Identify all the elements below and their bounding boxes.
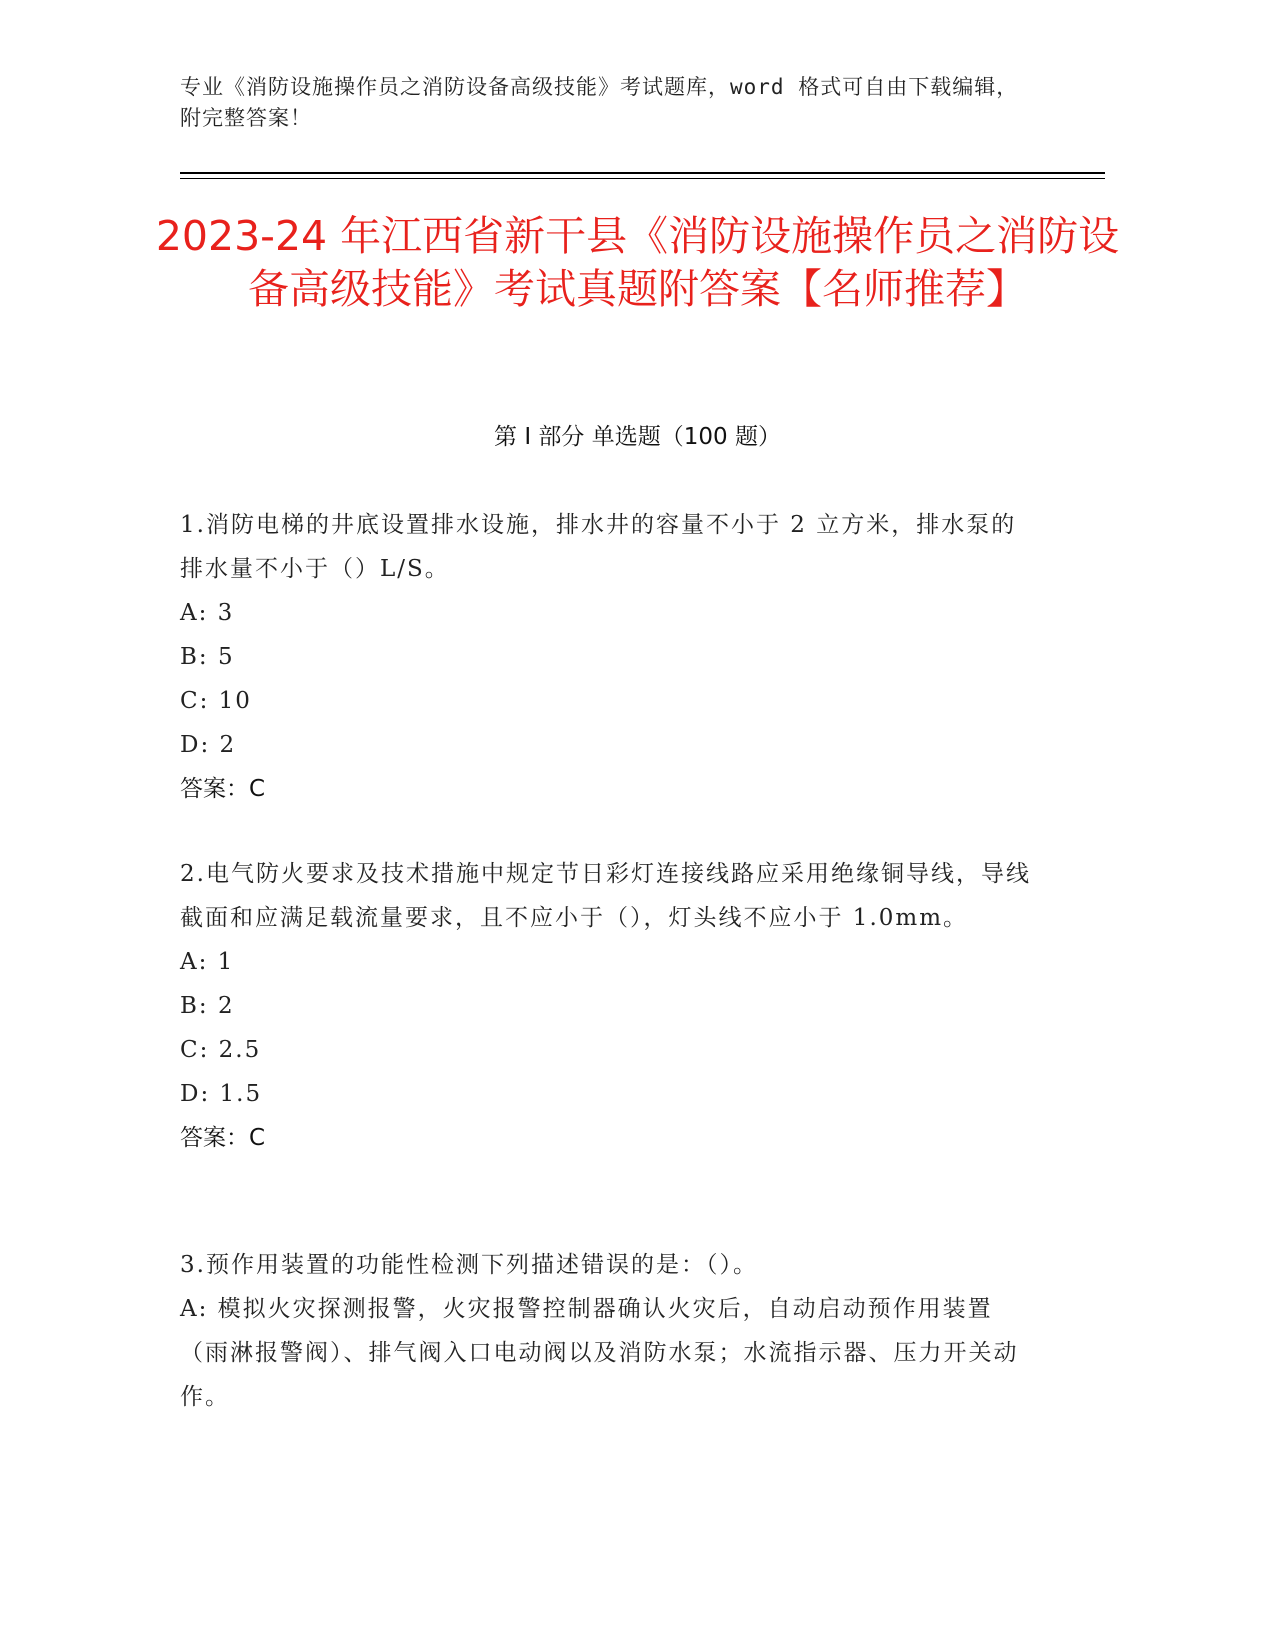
header-divider-thin	[180, 178, 1105, 179]
question-3	[180, 1243, 1040, 1419]
option-b: B: 2	[180, 993, 235, 1019]
document-title: 2023-24 年江西省新干县《消防设施操作员之消防设备高级技能》考试真题附答案【名师推荐】	[155, 212, 1120, 313]
question-stem: 1.消防电梯的井底设置排水设施，排水井的容量不小于 2 立方米，排水泵的排水量不小于（）L/S。	[180, 512, 1017, 582]
option-a: A: 模拟火灾探测报警，火灾报警控制器确认火灾后，自动启动预作用装置（雨淋报警阀）、排气阀入口电动阀以及消防水泵；水流指示器、压力开关动作。	[180, 1296, 1019, 1410]
question-stem: 2.电气防火要求及技术措施中规定节日彩灯连接线路应采用绝缘铜导线，导线截面和应满足载流量要求，且不应小于（），灯头线不应小于 1.0mm。	[180, 861, 1031, 931]
answer: 答案：C	[180, 776, 266, 802]
section-heading: 第 I 部分 单选题（100 题）	[494, 424, 781, 450]
option-a: A: 3	[180, 600, 235, 626]
header-note: 专业《消防设施操作员之消防设备高级技能》考试题库，word 格式可自由下载编辑，附完整答案！	[180, 75, 1019, 130]
answer: 答案：C	[180, 1125, 266, 1151]
option-c: C: 2.5	[180, 1037, 262, 1063]
option-d: D: 1.5	[180, 1081, 263, 1107]
option-c: C: 10	[180, 688, 252, 714]
question-stem: 3.预作用装置的功能性检测下列描述错误的是：（）。	[180, 1252, 758, 1278]
option-b: B: 5	[180, 644, 235, 670]
option-d: D: 2	[180, 732, 237, 758]
question-2	[180, 852, 1040, 1160]
header-divider-thick	[180, 172, 1105, 174]
option-a: A: 1	[180, 949, 235, 975]
question-1	[180, 503, 1040, 811]
